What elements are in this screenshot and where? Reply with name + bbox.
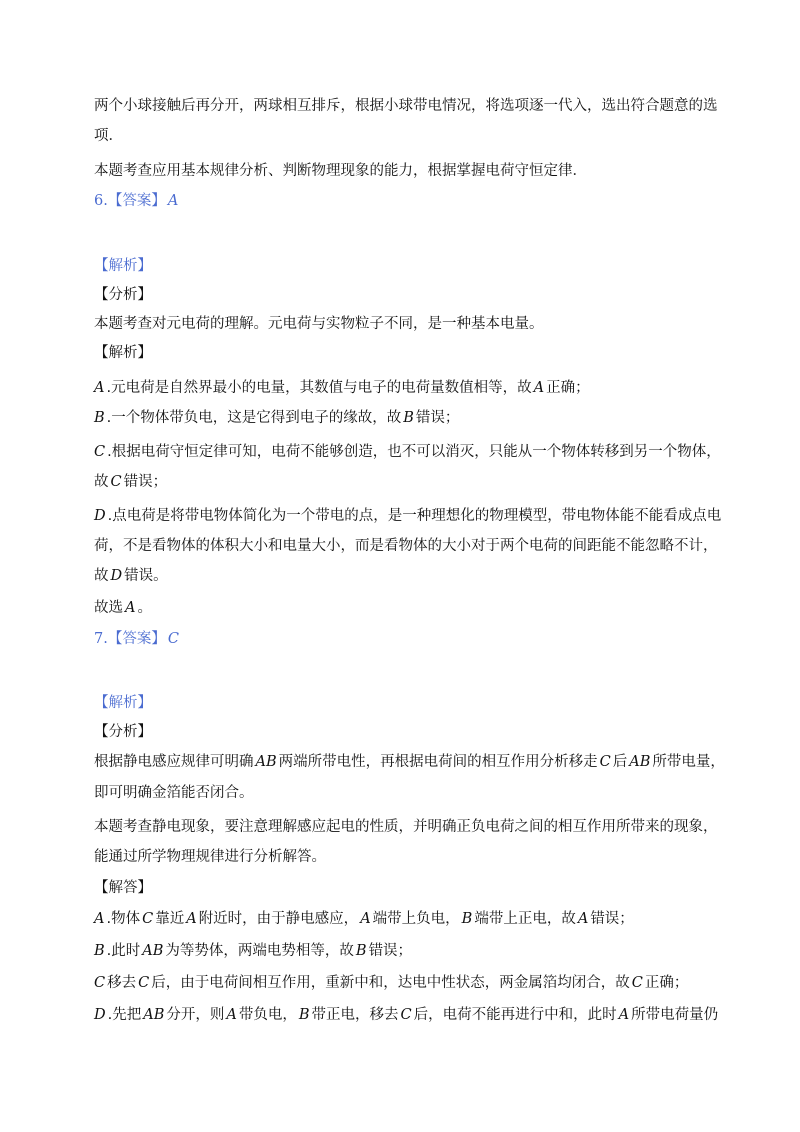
paragraph-text: .点电荷是将带电物体简化为一个带电的点，是一种理想化的物理模型，带电物体能不能看成点电	[107, 508, 722, 524]
option-b-line	[94, 408, 459, 428]
q7-answer-line	[94, 629, 181, 649]
answer-tag: 【答案】	[107, 193, 166, 209]
option-label: A	[94, 380, 105, 396]
paragraph-text: 移去	[107, 975, 137, 991]
paragraph-text: 分开，则	[166, 1007, 225, 1023]
option-label: B	[94, 943, 105, 959]
variable: A	[186, 911, 197, 927]
q7-jieda-heading	[94, 878, 152, 898]
text-line	[94, 783, 254, 803]
answer-tag: 【答案】	[107, 631, 166, 647]
text-line	[94, 96, 718, 116]
paragraph-text: 即可明确金箔能否闭合。	[94, 785, 254, 801]
variable: A	[577, 911, 589, 927]
variable: AB	[629, 754, 651, 770]
q6-jiexi-heading	[94, 256, 152, 276]
variable: A	[226, 1007, 237, 1023]
paragraph-text: 端带上负电，	[372, 911, 460, 927]
paragraph-text: 错误；	[590, 911, 634, 927]
paragraph-text: 项．	[94, 128, 123, 144]
option-d-line	[94, 1005, 718, 1025]
paragraph-text: 本题考查静电现象，要注意理解感应起电的性质，并明确正负电荷之间的相互作用所带来的现象，	[94, 819, 718, 835]
paragraph-text: 荷，不是看物体的体积大小和电量大小，而是看物体的大小对于两个电荷的间距能不能忽略不计，	[94, 538, 718, 554]
option-label: D	[94, 508, 106, 524]
variable: A	[618, 1007, 630, 1023]
section-heading: 【解析】	[94, 345, 152, 361]
text-line	[94, 472, 167, 492]
variable: A	[360, 911, 371, 927]
variable: C	[110, 474, 122, 490]
paragraph-text: .此时	[106, 943, 141, 959]
option-c-line	[94, 973, 688, 993]
variable: A	[533, 380, 545, 396]
paragraph-text: 故	[94, 568, 109, 584]
section-heading: 【解答】	[94, 880, 152, 896]
text-line	[94, 566, 168, 586]
paragraph-text: 故	[94, 474, 109, 490]
text-line	[94, 126, 123, 146]
paragraph-text: 后	[612, 754, 628, 770]
text-line	[94, 847, 326, 867]
paragraph-text: 故选	[94, 600, 123, 616]
variable: C	[400, 1007, 412, 1023]
paragraph-text: .元电荷是自然界最小的电量，其数值与电子的电荷量数值相等，故	[106, 380, 532, 396]
option-b-line	[94, 941, 412, 961]
paragraph-text: .根据电荷守恒定律可知，电荷不能够创造，也不可以消灭，只能从一个物体转移到另一个物体，	[107, 444, 721, 460]
section-heading: 【解析】	[94, 258, 152, 274]
paragraph-text: 错误。	[124, 568, 168, 584]
paragraph-text: 后，电荷不能再进行中和，此时	[413, 1007, 617, 1023]
paragraph-text: 错误；	[415, 410, 460, 426]
option-a-line	[94, 378, 590, 398]
variable: AB	[143, 1007, 165, 1023]
paragraph-text: 后，由于电荷间相互作用，重新中和，达电中性状态，两金属箔均闭合，故	[151, 975, 630, 991]
variable: B	[403, 410, 414, 426]
variable: B	[298, 1007, 310, 1023]
variable: C	[631, 975, 643, 991]
paragraph-text: 两端所带电性，再根据电荷间的相互作用分析移走	[278, 754, 598, 770]
variable: C	[94, 975, 106, 991]
variable: B	[355, 943, 367, 959]
variable: B	[461, 911, 473, 927]
paragraph-text: 能通过所学物理规律进行分析解答。	[94, 849, 326, 865]
text-line	[94, 817, 718, 837]
variable: AB	[142, 943, 164, 959]
paragraph-text: 。	[137, 600, 152, 616]
option-label: C	[94, 444, 106, 460]
variable: D	[110, 568, 123, 584]
option-label: A	[94, 911, 105, 927]
paragraph-text: 本题考查应用基本规律分析、判断物理现象的能力，根据掌握电荷守恒定律．	[94, 163, 587, 179]
answer-value: C	[167, 631, 179, 647]
q7-fenxi-heading	[94, 722, 152, 742]
paragraph-text: .物体	[106, 911, 141, 927]
paragraph-text: 两个小球接触后再分开，两球相互排斥，根据小球带电情况，将选项逐一代入，选出符合题意的选	[94, 98, 718, 114]
paragraph-text: 所带电量，	[652, 754, 725, 770]
option-label: D	[94, 1007, 106, 1023]
option-d-line	[94, 506, 721, 526]
section-heading: 【分析】	[94, 287, 152, 303]
q6-jiexi2-heading	[94, 343, 152, 363]
paragraph-text: 所带电荷量仍	[631, 1007, 719, 1023]
paragraph-text: 附近时，由于静电感应，	[198, 911, 359, 927]
paragraph-text: .先把	[107, 1007, 142, 1023]
paragraph-text: 根据静电感应规律可明确	[94, 754, 254, 770]
option-label: B	[94, 410, 105, 426]
text-line	[94, 161, 587, 181]
paragraph-text: 带负电，	[238, 1007, 297, 1023]
paragraph-text: 正确；	[644, 975, 689, 991]
text-line	[94, 752, 725, 772]
paragraph-text: 错误；	[123, 474, 168, 490]
q6-fenxi-heading	[94, 285, 152, 305]
variable: C	[138, 975, 150, 991]
paragraph-text: 正确；	[546, 380, 590, 396]
paragraph-text: 为等势体，两端电势相等，故	[165, 943, 354, 959]
paragraph-text: 带正电，移去	[311, 1007, 399, 1023]
paragraph-text: 端带上正电，故	[474, 911, 576, 927]
question-number: 7.	[94, 631, 108, 647]
choose-line	[94, 598, 152, 618]
q6-answer-line	[94, 191, 180, 211]
paragraph-text: 靠近	[155, 911, 185, 927]
question-number: 6.	[94, 193, 108, 209]
variable: C	[599, 754, 611, 770]
variable: A	[125, 600, 136, 616]
variable: C	[142, 911, 154, 927]
option-a-line	[94, 909, 634, 929]
text-line	[94, 536, 718, 556]
section-heading: 【解析】	[94, 695, 152, 711]
q7-jiexi-heading	[94, 693, 152, 713]
text-line	[94, 314, 544, 334]
answer-value: A	[167, 193, 179, 209]
variable: AB	[255, 754, 277, 770]
section-heading: 【分析】	[94, 724, 152, 740]
paragraph-text: 本题考查对元电荷的理解。元电荷与实物粒子不同，是一种基本电量。	[94, 316, 544, 332]
paragraph-text: .一个物体带负电，这是它得到电子的缘故，故	[106, 410, 402, 426]
option-c-line	[94, 442, 721, 462]
paragraph-text: 错误；	[368, 943, 413, 959]
